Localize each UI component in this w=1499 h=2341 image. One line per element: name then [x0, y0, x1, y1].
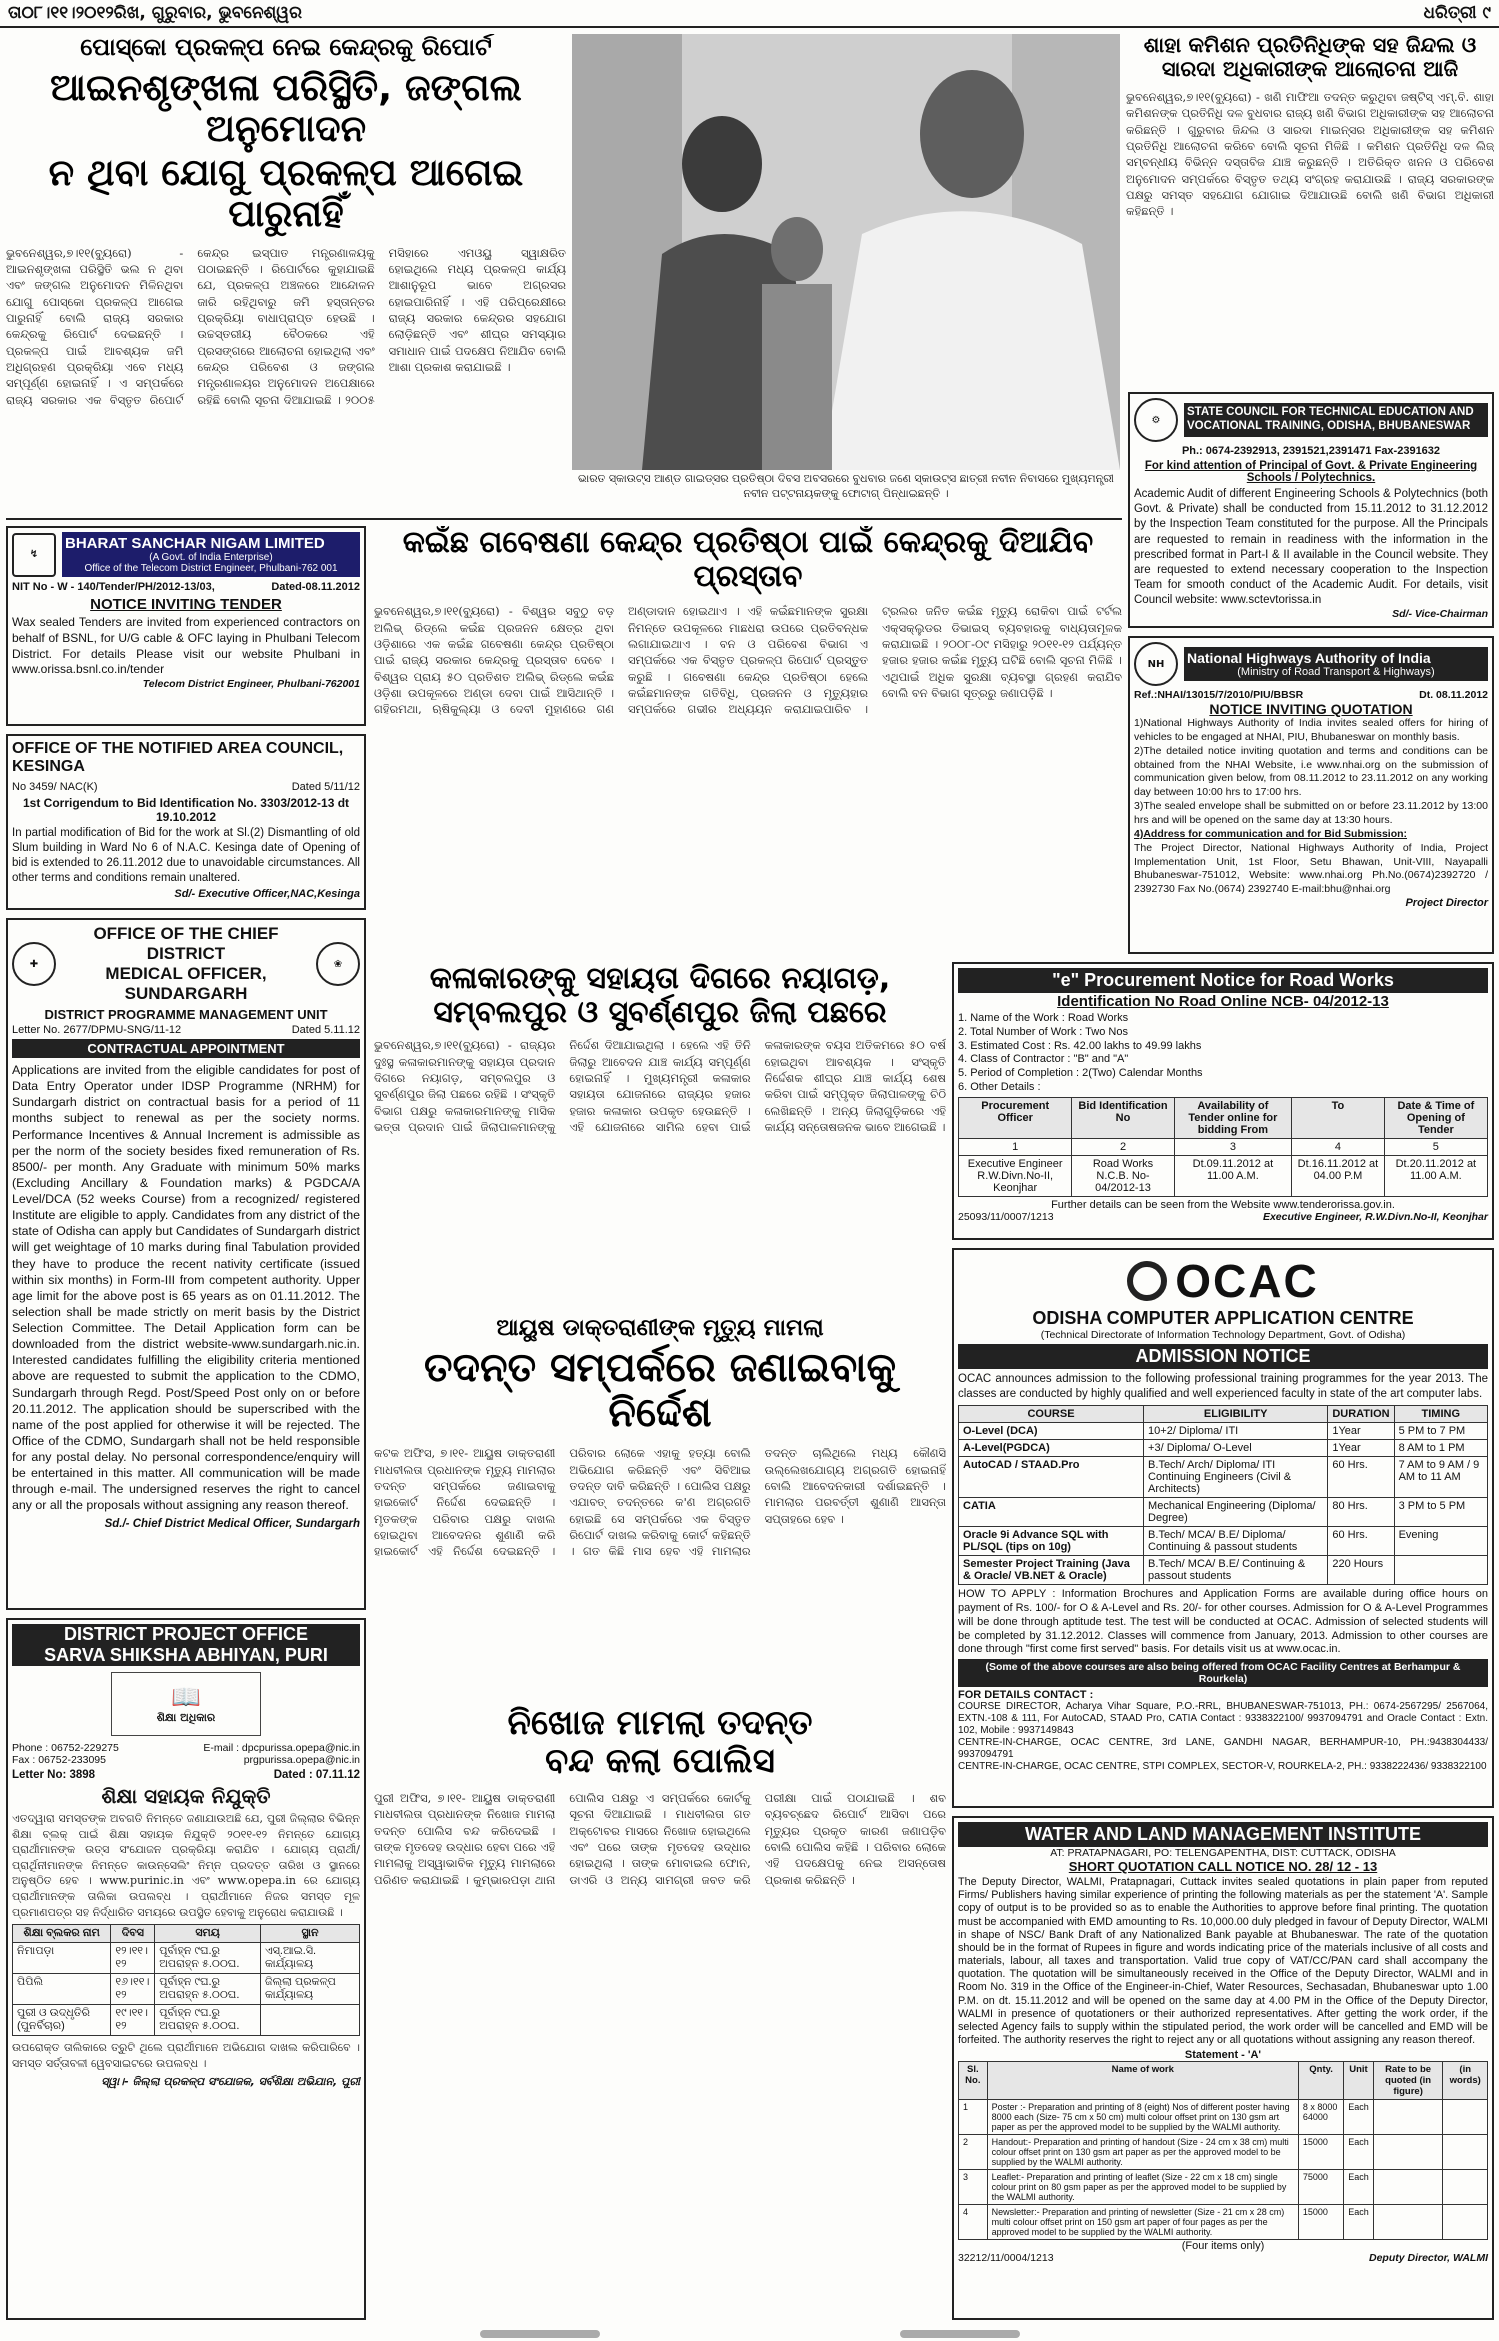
ad-eproc-sub: Identification No Road Online NCB- 04/2012-13	[1057, 993, 1389, 1010]
ad-ssa-phones	[12, 1742, 119, 1766]
ad-nhai-body3: 3)The sealed envelope shall be submitted on or before 23.11.2012 by 13:00 hrs and will be opened on the same day at 13:30 hours.	[1134, 800, 1488, 827]
ad-ocac-logo-row	[958, 1254, 1488, 1308]
ad-ssa-sign: ସ୍ୱା।- ଜିଲ୍ଲା ପ୍ରକଳ୍ପ ସଂଯୋଜକ, ସର୍ବଶିକ୍ଷା ଅଭିଯାନ, ପୁରୀ	[101, 2075, 360, 2089]
table-header-cell: ସ୍ଥାନ	[261, 1925, 360, 1943]
ad-cdmo-refline	[12, 1024, 360, 1036]
table-row	[959, 2205, 1488, 2240]
ad-eproc-footer: Further details can be seen from the Website www.tenderorissa.gov.in.	[1051, 1198, 1395, 1211]
table-cell: 1	[959, 1138, 1072, 1155]
table-cell: Executive Engineer R.W.Divn.No-II, Keonjhar	[959, 1155, 1072, 1196]
table-row	[13, 1974, 360, 2005]
ad-eproc-refline	[958, 1211, 1488, 1223]
table-header-cell: Bid Identification No	[1072, 1097, 1174, 1138]
ad-bsnl-banner: NOTICE INVITING TENDER	[90, 596, 282, 613]
photo-illustration	[572, 34, 1120, 470]
table-cell: A-Level(PGDCA)	[959, 1440, 1144, 1457]
ad-ssa-title1: DISTRICT PROJECT OFFICE	[12, 1624, 360, 1645]
table-cell: 8 x 8000 64000	[1298, 2100, 1343, 2135]
table-cell: ୧୯।୧୧।୧୨	[111, 2005, 155, 2036]
table-cell: Evening	[1394, 1527, 1487, 1556]
scrollbar-right[interactable]	[900, 2330, 1020, 2338]
ad-nhai-body1: 1)National Highways Authority of India invites sealed offers for hiring of vehicles to be engaged at NHAI, PIU, Bhubaneswar on monthly basis.	[1134, 717, 1488, 743]
story-posco-body: ଭୁବନେଶ୍ୱର,୭।୧୧(ବ୍ୟୁରୋ) - ଆଇନଶୃଙ୍ଖଳା ପରିସ୍ଥିତି ଭଲ ନ ଥିବା ଏବଂ ଜଙ୍ଗଲ ଅନୁମୋଦନ ମିଳିନଥିବା ଯୋଗୁ ପୋସ୍କୋ ପ୍ରକଳ୍ପ ଆଗେଇ ପାରୁନାହିଁ ବୋଲି ରାଜ୍ୟ ସରକାର କେନ୍ଦ୍ରକୁ ରିପୋର୍ଟ ଦେଇଛନ୍ତି । ପ୍ରକଳ୍ପ ପାଇଁ ଆବଶ୍ୟକ ଜମି ଅଧିଗ୍ରହଣ ପ୍ରକ୍ରିୟା ଏବେ ମଧ୍ୟ ସମ୍ପୂର୍ଣ୍ଣ ହୋଇନାହିଁ । ଏ ସମ୍ପର୍କରେ ରାଜ୍ୟ ସରକାର ଏକ ବିସ୍ତୃତ ରିପୋର୍ଟ କେନ୍ଦ୍ର ଇସ୍ପାତ ମନ୍ତ୍ରଣାଳୟକୁ ପଠାଇଛନ୍ତି । ରିପୋର୍ଟରେ କୁହାଯାଇଛି ଯେ, ପ୍ରକଳ୍ପ ଅଞ୍ଚଳରେ ଆନ୍ଦୋଳନ ଜାରି ରହିଥିବାରୁ ଜମି ହସ୍ତାନ୍ତର ପ୍ରକ୍ରିୟା ବାଧାପ୍ରାପ୍ତ ହେଉଛି । ଉଚ୍ଚସ୍ତରୀୟ ବୈଠକରେ ଏହି ପ୍ରସଙ୍ଗରେ ଆଲୋଚନା ହୋଇଥିଲା ଏବଂ କେନ୍ଦ୍ର ପରିବେଶ ଓ ଜଙ୍ଗଲ ମନ୍ତ୍ରଣାଳୟର ଅନୁମୋଦନ ଅପେକ୍ଷାରେ ରହିଛି ବୋଲି ସୂଚନା ଦିଆଯାଇଛି । ୨୦୦୫ ମସିହାରେ ଏମଓୟୁ ସ୍ୱାକ୍ଷରିତ ହୋଇଥିଲେ ମଧ୍ୟ ପ୍ରକଳ୍ପ କାର୍ଯ୍ୟ ଆଶାନୁରୂପ ଭାବେ ଅଗ୍ରସର ହୋଇପାରିନାହିଁ । ଏହି ପରିପ୍ରେକ୍ଷୀରେ ରାଜ୍ୟ ସରକାର କେନ୍ଦ୍ରର ସହଯୋଗ ଲୋଡ଼ିଛନ୍ତି ଏବଂ ଶୀଘ୍ର ସମସ୍ୟାର ସମାଧାନ ପାଇଁ ପଦକ୍ଷେପ ନିଆଯିବ ବୋଲି ଆଶା ପ୍ରକାଶ କରାଯାଇଛି ।	[6, 245, 566, 407]
ad-eproc-sign: Executive Engineer, R.W.Divn.No-II, Keonjhar	[1262, 1210, 1488, 1223]
table-cell: 2	[959, 2135, 988, 2170]
ad-bsnl-sub2: Office of the Telecom District Engineer, Phulbani-762 001	[84, 563, 338, 574]
story-missing-headline-1: ନିଖୋଜ ମାମଲା ତଦନ୍ତ	[507, 1704, 813, 1743]
nhai-logo-icon: NH	[1134, 642, 1178, 686]
table-cell: 15000	[1298, 2205, 1343, 2240]
table-cell: B.Tech/ MCA/ B.E/ Diploma/ Continuing & passout students	[1144, 1527, 1328, 1556]
table-cell: 1	[959, 2100, 988, 2135]
table-cell: 4	[1292, 1138, 1385, 1155]
ad-cdmo-titles	[62, 924, 310, 1004]
ad-cdmo-title1: OFFICE OF THE CHIEF DISTRICT	[93, 924, 279, 963]
ad-ssa-email1: E-mail : dpcpurissa.opepa@nic.in	[203, 1742, 360, 1754]
table-cell: 15000	[1298, 2135, 1343, 2170]
table-header-cell: Date & Time of Opening of Tender	[1384, 1097, 1487, 1138]
table-cell: ଜିଲ୍ଲା ପ୍ରକଳ୍ପ କାର୍ଯ୍ୟାଳୟ	[261, 1974, 360, 2005]
table-number-row	[959, 1138, 1488, 1155]
table-header-cell: Qnty.	[1298, 2062, 1343, 2100]
ad-sctevt-sign: Sd/- Vice-Chairman	[1392, 608, 1488, 621]
table-cell: Each	[1344, 2100, 1374, 2135]
ad-eproc-detail: 4. Class of Contractor : "B" and "A"	[958, 1053, 1129, 1066]
ad-kesinga-body: In partial modification of Bid for the work at Sl.(2) Dismantling of old Slum building in Ward No 6 of N.A.C. Kesinga date of Opening of bid is extended to 26.11.2012 due to unavoidable circumstances. All other terms and conditions remain unaltered.	[12, 826, 360, 885]
table-row	[13, 1943, 360, 1974]
table-cell: Handout:- Preparation and printing of handout (Size - 24 cm x 38 cm) multi colour offset print on 130 gsm art paper as per the approved model to be supplied by the WALMI authority.	[987, 2135, 1298, 2170]
ad-ocac-sub: (Technical Directorate of Information Technology Department, Govt. of Odisha)	[1040, 1329, 1406, 1341]
ad-nhai	[1128, 636, 1494, 954]
ad-sctevt	[1128, 392, 1494, 628]
table-cell: Each	[1344, 2170, 1374, 2205]
table-cell: Dt.16.11.2012 at 04.00 P.M	[1292, 1155, 1385, 1196]
dateline: ତା୦୮।୧୧।୨୦୧୨ରିଖ, ଗୁରୁବାର, ଭୁବନେଶ୍ୱର	[8, 3, 303, 23]
ad-ssa-ref: Letter No: 3898	[12, 1769, 96, 1781]
ad-ssa-email2: prgpurissa.opepa@nic.in	[243, 1754, 360, 1766]
table-cell	[1443, 2170, 1488, 2205]
ad-bsnl-date: Dated-08.11.2012	[271, 581, 360, 593]
story-doctor	[374, 1316, 946, 1696]
story-shah-body: ଭୁବନେଶ୍ୱର,୭।୧୧(ବ୍ୟୁରୋ) - ଖଣି ମାଫିଆ ତଦନ୍ତ କରୁଥିବା ଜଷ୍ଟିସ୍ ଏମ୍.ବି. ଶାହା କମିଶନଙ୍କ ପ୍ରତିନିଧି ଦଳ ବୁଧବାର ରାଜ୍ୟ ଖଣି ବିଭାଗ ଅଧିକାରୀଙ୍କ ସହ ଆଲୋଚନା କରିଛନ୍ତି । ଗୁରୁବାର ଜିନ୍ଦଲ ଓ ସାରଦା ମାଇନ୍ସର ଅଧିକାରୀଙ୍କ ସହ କମିଶନ ପ୍ରତିନିଧି ଆଲୋଚନା କରିବେ ବୋଲି ସୂଚନା ମିଳିଛି । କମିଶନ ପ୍ରତିନିଧି ଦଳ ଲିଜ୍ ସମ୍ବନ୍ଧୀୟ ବିଭିନ୍ନ ଦସ୍ତାବିଜ ଯାଞ୍ଚ କରୁଛନ୍ତି । ଅତିରିକ୍ତ ଖନନ ଓ ପରିବେଶ ଅନୁମୋଦନ ସମ୍ପର୍କରେ ବିସ୍ତୃତ ତଥ୍ୟ ସଂଗ୍ରହ କରାଯାଉଛି । ରାଜ୍ୟ ସରକାରଙ୍କ ପକ୍ଷରୁ ସମସ୍ତ ସହଯୋଗ ଯୋଗାଇ ଦିଆଯାଉଛି ବୋଲି ଖଣି ବିଭାଗ ଅଧିକାରୀ କହିଛନ୍ତି ।	[1126, 90, 1494, 219]
table-header-cell: ଦିବସ	[111, 1925, 155, 1943]
ad-nhai-ref: Ref.:NHAI/13015/7/2010/PIU/BBSR	[1134, 689, 1304, 701]
table-header-cell: ELIGIBILITY	[1144, 1406, 1328, 1423]
ad-ocac-banner: ADMISSION NOTICE	[958, 1344, 1488, 1369]
ad-bsnl	[6, 526, 366, 726]
ad-nhai-refline	[1134, 689, 1488, 701]
table-cell: ନିମାପଡ଼ା	[13, 1943, 111, 1974]
ad-sctevt-phone: Ph.: 0674-2392913, 2391521,2391471 Fax-2391632	[1181, 445, 1441, 457]
story-shah-headline: ଶାହା କମିଶନ ପ୍ରତିନିଧିଙ୍କ ସହ ଜିନ୍ଦଲ ଓ ସାରଦା ଅଧିକାରୀଙ୍କ ଆଲୋଚନା ଆଜି	[1143, 34, 1477, 81]
ad-walmi-sub: AT: PRATAPNAGARI, PO: TELENGAPENTHA, DIST: CUTTACK, ODISHA	[1050, 1847, 1396, 1859]
ad-bsnl-titles	[62, 532, 360, 577]
table-cell: ୧୬।୧୧।୧୨	[111, 1974, 155, 2005]
ssa-logo-text: ଶିକ୍ଷା ଅଧିକାର	[156, 1711, 216, 1724]
table-cell: Leaflet:- Preparation and printing of leaflet (Size - 22 cm x 18 cm) single colour print on 80 gsm paper as per the approved model to be supplied by the WALMI authority.	[987, 2170, 1298, 2205]
table-cell: 10+2/ Diploma/ ITI	[1144, 1423, 1328, 1440]
ad-bsnl-sub1: (A Govt. of India Enterprise)	[149, 552, 273, 563]
ad-ssa-body: ଏତଦ୍ୱାରା ସମସ୍ତଙ୍କ ଅବଗତି ନିମନ୍ତେ ଜଣାଯାଉଅଛି ଯେ, ପୁରୀ ଜିଲ୍ଲାର ବିଭିନ୍ନ ଶିକ୍ଷା ବ୍ଲକ୍ ପାଇଁ ଶିକ୍ଷା ସହାୟକ ନିଯୁକ୍ତି ୨୦୧୧-୧୨ ନିମନ୍ତେ ଯୋଗ୍ୟ ପ୍ରାର୍ଥୀମାନଙ୍କ ଉତ୍ସ ସଂଯୋଜନ ପ୍ରକ୍ରିୟା କରାଯିବ । ଯୋଗ୍ୟ ପ୍ରାର୍ଥୀ/ପ୍ରାର୍ଥିନୀମାନଙ୍କ ନିମନ୍ତେ କାଉନ୍ସେଲିଂ ନିମ୍ନ ପ୍ରଦତ୍ତ ତାରିଖ ଓ ସ୍ଥାନରେ ଅନୁଷ୍ଠିତ ହେବ । www.purinic.in ଏବଂ www.opepa.in ରେ ଯୋଗ୍ୟ ପ୍ରାର୍ଥୀମାନଙ୍କ ତାଲିକା ଉପଲବ୍ଧ । ପ୍ରାର୍ଥୀମାନେ ନିଜର ସମସ୍ତ ମୂଳ ପ୍ରମାଣପତ୍ର ସହ ନିର୍ଦ୍ଧାରିତ ସମୟରେ ଉପସ୍ଥିତ ହେବାକୁ ଅନୁରୋଧ କରାଯାଉଛି ।	[12, 1812, 360, 1919]
table-cell: ପୂର୍ବାହ୍ନ ୯ଘ.ରୁ ଅପରାହ୍ନ ୫.୦୦ଘ.	[155, 1943, 261, 1974]
ad-nhai-banner: NOTICE INVITING QUOTATION	[1209, 701, 1413, 717]
table-cell: B.Tech/ Arch/ Diploma/ ITI Continuing Engineers (Civil & Architects)	[1144, 1457, 1328, 1498]
table-row	[959, 1556, 1488, 1585]
ad-cdmo-sign: Sd./- Chief District Medical Officer, Sundargarh	[104, 1517, 360, 1530]
ad-kesinga-sub: 1st Corrigendum to Bid Identification No. 3303/2012-13 dt 19.10.2012	[22, 795, 350, 824]
ad-walmi-title: WATER AND LAND MANAGEMENT INSTITUTE	[958, 1822, 1488, 1847]
story-research	[374, 526, 1122, 954]
ad-ssa-date: Dated : 07.11.12	[273, 1769, 360, 1781]
table-row	[959, 1423, 1488, 1440]
table-header-cell: Availability of Tender online for bidding From	[1174, 1097, 1292, 1138]
ad-walmi-table	[958, 2061, 1488, 2240]
ad-ocac-title: ODISHA COMPUTER APPLICATION CENTRE	[1032, 1308, 1414, 1328]
ad-kesinga-refline	[12, 781, 360, 793]
ad-bsnl-title: BHARAT SANCHAR NIGAM LIMITED	[65, 535, 325, 552]
table-row	[959, 2170, 1488, 2205]
table-cell: Dt.09.11.2012 at 11.00 A.M.	[1174, 1155, 1292, 1196]
ad-eproc-detail: 5. Period of Completion : 2(Two) Calendar Months	[958, 1067, 1203, 1079]
ad-ocac-logo: OCAC	[1175, 1255, 1319, 1307]
ad-bsnl-head	[12, 532, 360, 577]
table-header-cell: TIMING	[1394, 1406, 1487, 1423]
ad-ocac-contact-head: FOR DETAILS CONTACT :	[958, 1689, 1094, 1702]
table-header-cell: ସମୟ	[155, 1925, 261, 1943]
ad-ocac-contact3: CENTRE-IN-CHARGE, OCAC CENTRE, STPI COMPLEX, SECTOR-V, ROURKELA-2, PH.: 9338222436/ 9338322100	[958, 1761, 1487, 1773]
table-cell: Road Works N.C.B. No-04/2012-13	[1072, 1155, 1174, 1196]
story-doctor-body: କଟକ ଅଫିସ, ୭।୧୧- ଆୟୁଷ ଡାକ୍ତରାଣୀ ମାଧବୀଲତା ପ୍ରଧାନଙ୍କ ମୃତ୍ୟୁ ମାମଲାର ତଦନ୍ତ ସମ୍ପର୍କରେ ଜଣାଇବାକୁ ହାଇକୋର୍ଟ ନିର୍ଦ୍ଦେଶ ଦେଇଛନ୍ତି । ମୃତକଙ୍କ ପରିବାର ପକ୍ଷରୁ ଦାଖଲ ହୋଇଥିବା ଆବେଦନର ଶୁଣାଣି କରି ହାଇକୋର୍ଟ ଏହି ନିର୍ଦ୍ଦେଶ ଦେଇଛନ୍ତି । ପରିବାର ଲୋକେ ଏହାକୁ ହତ୍ୟା ବୋଲି ଅଭିଯୋଗ କରିଛନ୍ତି ଏବଂ ସିବିଆଇ ତଦନ୍ତ ଦାବି କରିଛନ୍ତି । ପୋଲିସ ପକ୍ଷରୁ ଏଯାବତ୍ ତଦନ୍ତରେ କ'ଣ ଅଗ୍ରଗତି ହୋଇଛି ସେ ସମ୍ପର୍କରେ ଏକ ବିସ୍ତୃତ ରିପୋର୍ଟ ଦାଖଲ କରିବାକୁ କୋର୍ଟ କହିଛନ୍ତି । ଗତ କିଛି ମାସ ହେବ ଏହି ମାମଲାର ତଦନ୍ତ ଚାଲିଥିଲେ ମଧ୍ୟ କୌଣସି ଉଲ୍ଲେଖଯୋଗ୍ୟ ଅଗ୍ରଗତି ହୋଇନାହିଁ ବୋଲି ଆବେଦନକାରୀ ଦର୍ଶାଇଛନ୍ତି । ମାମଲାର ପରବର୍ତ୍ତୀ ଶୁଣାଣି ଆସନ୍ତା ସପ୍ତାହରେ ହେବ ।	[374, 1446, 946, 1559]
ocac-logo-icon	[1127, 1261, 1167, 1301]
table-cell: Each	[1344, 2135, 1374, 2170]
table-cell: 80 Hrs.	[1328, 1498, 1394, 1527]
story-artists-headline-1: କଳାକାରଙ୍କୁ ସହାୟତା ଦିଗରେ ନୟାଗଡ଼,	[429, 962, 891, 996]
ad-walmi-sign: Deputy Director, WALMI	[1368, 2252, 1488, 2265]
nrhm-logo-icon: ❀	[316, 942, 360, 986]
page-footer	[0, 2326, 1499, 2341]
cdmo-emblem-icon: ✚	[12, 942, 56, 986]
table-cell: Semester Project Training (Java & Oracle/ VB.NET & Oracle)	[959, 1556, 1144, 1585]
table-cell	[1443, 2205, 1488, 2240]
ssa-logo	[111, 1672, 261, 1736]
page-header	[0, 0, 1499, 28]
ad-kesinga	[6, 734, 366, 910]
table-cell	[1373, 2100, 1443, 2135]
story-missing	[374, 1704, 946, 2320]
table-cell: Oracle 9i Advance SQL with PL/SQL (tips on 10g)	[959, 1527, 1144, 1556]
story-artists-headline-2: ସମ୍ବଲପୁର ଓ ସୁବର୍ଣ୍ଣପୁର ଜିଲା ପଛରେ	[433, 994, 887, 1030]
ad-eproc-detail: 6. Other Details :	[958, 1080, 1041, 1093]
ad-bsnl-sign: Telecom District Engineer, Phulbani-762001	[142, 678, 360, 691]
story-research-body: ଭୁବନେଶ୍ୱର,୭।୧୧(ବ୍ୟୁରୋ) - ବିଶ୍ୱର ସବୁଠୁ ବଡ଼ ଅଲିଭ୍ ରିଡ୍ଲେ କଇଁଛ ପ୍ରଜନନ କ୍ଷେତ୍ର ଥିବା ଓଡ଼ିଶାରେ ଏକ କଇଁଛ ଗବେଷଣା କେନ୍ଦ୍ର ପ୍ରତିଷ୍ଠା ପାଇଁ ରାଜ୍ୟ ସରକାର କେନ୍ଦ୍ରକୁ ପ୍ରସ୍ତାବ ଦେବେ । ବିଶ୍ୱର ପ୍ରାୟ ୫୦ ପ୍ରତିଶତ ଅଲିଭ୍ ରିଡ୍ଲେ କଇଁଛ ଓଡ଼ିଶା ଉପକୂଳରେ ଅଣ୍ଡା ଦେବା ପାଇଁ ଆସିଥାନ୍ତି । ଗହିରମଥା, ଋଷିକୁଲ୍ୟା ଓ ଦେବୀ ମୁହାଣରେ ଗଣ ଅଣ୍ଡାଦାନ ହୋଇଥାଏ । ଏହି କଇଁଛମାନଙ୍କ ସୁରକ୍ଷା ନିମନ୍ତେ ଉପକୂଳରେ ମାଛଧରା ଉପରେ ପ୍ରତିବନ୍ଧକ ଲଗାଯାଇଥାଏ । ବନ ଓ ପରିବେଶ ବିଭାଗ ଏ ସମ୍ପର୍କରେ ଏକ ବିସ୍ତୃତ ପ୍ରକଳ୍ପ ରିପୋର୍ଟ ପ୍ରସ୍ତୁତ କରୁଛି । ଗବେଷଣା କେନ୍ଦ୍ର ପ୍ରତିଷ୍ଠା ହେଲେ କଇଁଛମାନଙ୍କ ଗତିବିଧି, ପ୍ରଜନନ ଓ ମୃତ୍ୟୁହାର ସମ୍ପର୍କରେ ଗଭୀର ଅଧ୍ୟୟନ କରାଯାଇପାରିବ । ଟ୍ରଲର ଜନିତ କଇଁଛ ମୃତ୍ୟୁ ରୋକିବା ପାଇଁ ଟର୍ଟଲ ଏକ୍ସକ୍ଲୁଡର ଡିଭାଇସ୍ ବ୍ୟବହାରକୁ ବାଧ୍ୟତାମୂଳକ କରାଯାଇଛି । ୨୦୦୮-୦୯ ମସିହାରୁ ୨୦୧୧-୧୨ ପର୍ଯ୍ୟନ୍ତ ହଜାର ହଜାର କଇଁଛ ମୃତ୍ୟୁ ଘଟିଛି ବୋଲି ସୂଚନା ମିଳିଛି । ଏଥିପାଇଁ ଅଧିକ ସୁରକ୍ଷା ବ୍ୟବସ୍ଥା ଗ୍ରହଣ କରାଯିବ ବୋଲି ବନ ବିଭାଗ ସୂତ୍ରରୁ ଜଣାପଡ଼ିଛି ।	[374, 604, 1122, 717]
table-header-row	[959, 1097, 1488, 1138]
ad-ssa-fax: Fax : 06752-233095	[12, 1754, 106, 1766]
ad-walmi-banner: SHORT QUOTATION CALL NOTICE NO. 28/ 12 - 13	[1068, 1859, 1378, 1874]
table-cell: ପୁରୀ ଓ ଉଦ୍ଧୃତିରି (ପୁନର୍ବିଚାର)	[13, 2005, 111, 2036]
ad-kesinga-ref: No 3459/ NAC(K)	[12, 780, 98, 793]
table-header-cell: To	[1292, 1097, 1385, 1138]
ad-cdmo-banner: CONTRACTUAL APPOINTMENT	[12, 1039, 360, 1058]
ad-cdmo-sub: DISTRICT PROGRAMME MANAGEMENT UNIT	[44, 1007, 328, 1022]
table-row	[959, 1498, 1488, 1527]
story-posco-headline-2: ନ ଥିବା ଯୋଗୁ ପ୍ରକଳ୍ପ ଆଗେଇ ପାରୁନାହିଁ	[48, 150, 524, 236]
page-label: ଧରିତ୍ରୀ ୯	[1423, 3, 1491, 23]
story-doctor-kicker: ଆୟୁଷ ଡାକ୍ତରାଣୀଙ୍କ ମୃତ୍ୟୁ ମାମଲା	[496, 1316, 824, 1341]
table-header-row	[959, 2062, 1488, 2100]
table-cell: ପୂର୍ବାହ୍ନ ୯ଘ.ରୁ ଅପରାହ୍ନ ୫.୦୦ଘ.	[155, 1974, 261, 2005]
table-row	[959, 2135, 1488, 2170]
ad-nhai-body4: 4)Address for communication and for Bid Submission:	[1134, 827, 1408, 840]
ad-cdmo-body: Applications are invited from the eligible candidates for post of Data Entry Operator under IDSP Programme (NRHM) for Sundargarh district on contractual basis for a period of 11 months subject to renewal as per the society norms. Performance Incentives & Annual Increment is admissible as per the norm of the society besides fixed remuneration of Rs. 8500/- per month. Any Graduate with minimum 50% marks (Excluding Ancillary & Foundation marks) & PGDCA/A Level/DCA (52 weeks Course) from a recognized/ registered Institute are eligible to apply. Candidates from any district of the state of Odisha can apply but Candidates of Sundargarh district will get weightage of 10 marks during final Tabulation provided they have to produce the recent nativity certificate (issued within six months) in Form-III from competent authority. Upper age limit for the above post is 65 years as on 01.11.2012. The selection shall be made strictly on merit basis by the District Selection Committee. The Detail Application form can be downloaded from the district website-www.sundargarh.nic.in. Interested candidates fulfilling the eligibility criteria mentioned above are requested to submit the application to the CDMO, Sundargarh through Regd. Post/Speed Post only on or before 20.11.2012. The application should be superscribed with the name of the post applied for otherwise it will be rejected. The Office of the CDMO, Sundargarh shall not be held responsible for any postal delay. No personal correspondence/enquiry will be entertained in this matter. All communication will be made through e-mail. The undersigned reserves the right to cancel any or all the proposals without assigning any reason thereof.	[12, 1063, 360, 1513]
bsnl-logo-icon: ↯	[12, 533, 56, 577]
table-cell: Mechanical Engineering (Diploma/ Degree)	[1144, 1498, 1328, 1527]
table-cell: 60 Hrs.	[1328, 1527, 1394, 1556]
scrollbar-left[interactable]	[480, 2330, 600, 2338]
table-header-cell: Name of work	[987, 2062, 1298, 2100]
ad-ocac-contact1: COURSE DIRECTOR, Acharya Vihar Square, P.O.-RRL, BHUBANESWAR-751013, PH.: 0674-2567295/ 2567064, EXTN.-108 & 111, For AutoCAD, STAAD Pro, CATIA Contact : 9338322100/ 9937094791 and Oracle Contact : Extn. 102, Mobile : 9937149843	[958, 1701, 1488, 1737]
table-header-row	[959, 1406, 1488, 1423]
table-cell: 1Year	[1328, 1423, 1394, 1440]
ad-ssa-table	[12, 1924, 360, 2036]
table-cell: 1Year	[1328, 1440, 1394, 1457]
story-shah	[1126, 34, 1494, 384]
table-row	[959, 1527, 1488, 1556]
ad-cdmo	[6, 918, 366, 1610]
table-row	[959, 2100, 1488, 2135]
ad-bsnl-refline	[12, 581, 360, 593]
ad-eproc-detail: 1. Name of the Work : Road Works	[958, 1012, 1129, 1024]
ad-ssa-banner: ଶିକ୍ଷା ସହାୟକ ନିଯୁକ୍ତି	[101, 1784, 271, 1808]
story-missing-headline-2: ବନ୍ଦ କଲା ପୋଲିସ	[545, 1741, 775, 1782]
table-cell	[261, 2005, 360, 2036]
ad-eproc-title: "e" Procurement Notice for Road Works	[958, 968, 1488, 993]
ad-cdmo-title2: MEDICAL OFFICER, SUNDARGARH	[105, 964, 267, 1003]
table-row	[959, 1155, 1488, 1196]
ad-ssa-emails	[203, 1742, 360, 1766]
table-header-cell: Rate to be quoted (in figure)	[1373, 2062, 1443, 2100]
ad-nhai-date: Dt. 08.11.2012	[1419, 689, 1488, 701]
table-header-row	[13, 1925, 360, 1943]
ad-sctevt-head	[1134, 398, 1488, 442]
ad-eproc-detail: 3. Estimated Cost : Rs. 42.00 lakhs to 49.99 lakhs	[958, 1039, 1202, 1052]
ad-ssa-phone: Phone : 06752-229275	[12, 1742, 119, 1754]
ad-walmi-body: The Deputy Director, WALMI, Pratapnagari, Cuttack invites sealed quotations in plain paper from reputed Firms/ Publishers having similar experience of printing the following materials as per the statement 'A'. Sample copy of output is to be provided so as to enable the Authorities to approve before final printing. The quotation must be accompanied with EMD amounting to Rs. 10,000.00 duly pledged in favour of Deputy Director, WALMI in shape of NSC/ Bank Draft of any Nationalized Bank payable at Bhubaneswar. The rate of the quotation should be in the format of Rupees in figure and words indicating price of the materials inclusive of all costs and materials, labour, all taxes and transportation. Valid true copy of VAT/CC/PAN card shall accompany the quotation. The quotation will be simultaneously received in the Office of the Deputy Director, WALMI and in Room No. 319 in the Office of the Engineer-in-Chief, Water Resources, Sechasadan, Bhubaneswar upto 1.00 P.M. on dt. 15.11.2012 and will be opened on the same day at 4.00 PM in the Office of the Deputy Director, WALMI in presence of quotationers or their authorized representatives. After getting the work order, if the selected Agency fails to supply within the stipulated period, the work order will be cancelled and EMD will be forfeited. The authority reserves the right to reject any or all quotations without assigning any reason thereof.	[958, 1876, 1488, 2047]
ad-ssa-note: ଉପରୋକ୍ତ ତାଲିକାରେ ତ୍ରୁଟି ଥିଲେ ପ୍ରାର୍ଥୀମାନେ ଅଭିଯୋଗ ଦାଖଲ କରିପାରିବେ । ସମସ୍ତ ସର୍ତ୍ତାବଳୀ ୱେବସାଇଟରେ ଉପଲବ୍ଧ ।	[12, 2041, 360, 2070]
table-cell: AutoCAD / STAAD.Pro	[959, 1457, 1144, 1498]
ad-cdmo-ref: Letter No. 2677/DPMU-SNG/11-12	[12, 1024, 182, 1036]
ad-sctevt-title: STATE COUNCIL FOR TECHNICAL EDUCATION AND VOCATIONAL TRAINING, ODISHA, BHUBANESWAR	[1184, 403, 1488, 437]
story-missing-body: ପୁରୀ ଅଫିସ, ୭।୧୧- ଆୟୁଷ ଡାକ୍ତରାଣୀ ମାଧବୀଲତା ପ୍ରଧାନଙ୍କ ନିଖୋଜ ମାମଲା ତଦନ୍ତ ପୋଲିସ ବନ୍ଦ କରିଦେଇଛି । ତାଙ୍କ ମୃତଦେହ ଉଦ୍ଧାର ହେବା ପରେ ଏହି ମାମଲାକୁ ଅସ୍ୱାଭାବିକ ମୃତ୍ୟୁ ମାମଲାରେ ପରିଣତ କରାଯାଇଛି । କୁମ୍ଭାରପଡ଼ା ଥାନା ପୋଲିସ ପକ୍ଷରୁ ଏ ସମ୍ପର୍କରେ କୋର୍ଟକୁ ସୂଚନା ଦିଆଯାଇଛି । ମାଧବୀଲତା ଗତ ଅକ୍ଟୋବର ମାସରେ ନିଖୋଜ ହୋଇଥିଲେ ଏବଂ ପରେ ତାଙ୍କ ମୃତଦେହ ଉଦ୍ଧାର ହୋଇଥିଲା । ତାଙ୍କ ମୋବାଇଲ ଫୋନ, ଡାଏରି ଓ ଅନ୍ୟ ସାମଗ୍ରୀ ଜବତ କରି ପରୀକ୍ଷା ପାଇଁ ପଠାଯାଇଛି । ଶବ ବ୍ୟବଚ୍ଛେଦ ରିପୋର୍ଟ ଆସିବା ପରେ ମୃତ୍ୟୁର ପ୍ରକୃତ କାରଣ ଜଣାପଡ଼ିବ ବୋଲି ପୋଲିସ କହିଛି । ପରିବାର ଲୋକେ ଏହି ପଦକ୍ଷେପକୁ ନେଇ ଅସନ୍ତୋଷ ପ୍ରକାଶ କରିଛନ୍ତି ।	[374, 1791, 946, 1887]
ad-walmi-items-note: (Four items only)	[1181, 2240, 1265, 2253]
table-header-cell: (in words)	[1443, 2062, 1488, 2100]
table-cell: 3 PM to 5 PM	[1394, 1498, 1487, 1527]
ad-walmi-stmt: Statement - 'A'	[1184, 2049, 1262, 2062]
table-header-cell: ଶିକ୍ଷା ବ୍ଲକର ନାମ	[13, 1925, 111, 1943]
table-cell: Each	[1344, 2205, 1374, 2240]
story-posco-headline-1: ଆଇନଶୃଙ୍ଖଳା ପରିସ୍ଥିତି, ଜଙ୍ଗଲ ଅନୁମୋଦନ	[50, 65, 522, 151]
table-cell	[1373, 2170, 1443, 2205]
table-header-cell: Unit	[1344, 2062, 1374, 2100]
story-research-headline: କଇଁଛ ଗବେଷଣା କେନ୍ଦ୍ର ପ୍ରତିଷ୍ଠା ପାଇଁ କେନ୍ଦ୍ରକୁ ଦିଆଯିବ ପ୍ରସ୍ତାବ	[402, 526, 1094, 594]
table-header-cell: Sl. No.	[959, 2062, 988, 2100]
ad-nhai-body2: 2)The detailed notice inviting quotation and terms and conditions can be obtained from the NHAI Website, i.e www.nhai.org on the submission of communication given below, from 08.11.2012 to 23.11.2012 on any working day between 10:00 hrs to 17:00 hrs.	[1134, 744, 1488, 799]
ad-ocac-table	[958, 1405, 1488, 1585]
ad-walmi-refline	[958, 2252, 1488, 2264]
table-cell: 5	[1384, 1138, 1487, 1155]
ad-nhai-addr: The Project Director, National Highways Authority of India, Project Implementation Unit, 1st Floor, Setu Bhawan, Unit-VIII, Nayapalli Bhubaneswar-751012, Website: www.nhai.org Ph.No.(0674)2392720 / 2392730 Fax No.(0674) 2392740 E-mail:bhu@nhai.org	[1134, 841, 1488, 896]
ad-eproc-details	[958, 1012, 1488, 1095]
table-cell: 220 Hours	[1328, 1556, 1394, 1585]
story-posco-kicker: ପୋସ୍କୋ ପ୍ରକଳ୍ପ ନେଇ କେନ୍ଦ୍ରକୁ ରିପୋର୍ଟ	[80, 34, 492, 61]
ad-nhai-sub: (Ministry of Road Transport & Highways)	[1237, 666, 1435, 678]
ad-sctevt-subtitle: For kind attention of Principal of Govt. & Private Engineering Schools / Polytechnics.	[1144, 460, 1478, 484]
ad-kesinga-date: Dated 5/11/12	[291, 780, 360, 793]
ad-cdmo-date: Dated 5.11.12	[291, 1024, 360, 1036]
table-cell	[1443, 2135, 1488, 2170]
table-cell: 7 AM to 9 AM / 9 AM to 11 AM	[1394, 1457, 1487, 1498]
table-cell: +3/ Diploma/ O-Level	[1144, 1440, 1328, 1457]
table-header-cell: COURSE	[959, 1406, 1144, 1423]
ad-walmi-ref: 32212/11/0004/1213	[958, 2252, 1054, 2265]
table-header-cell: Procurement Officer	[959, 1097, 1072, 1138]
ad-kesinga-sign: Sd/- Executive Officer,NAC,Kesinga	[174, 888, 360, 901]
ad-kesinga-title: OFFICE OF THE NOTIFIED AREA COUNCIL, KESINGA	[12, 740, 344, 776]
table-cell: 4	[959, 2205, 988, 2240]
ssa-logo-icon: 📖	[171, 1683, 201, 1711]
table-cell: 75000	[1298, 2170, 1343, 2205]
table-row	[959, 1440, 1488, 1457]
table-cell: CATIA	[959, 1498, 1144, 1527]
ad-nhai-title: National Highways Authority of India	[1187, 650, 1431, 666]
photo-caption: ଭାରତ ସ୍କାଉଟ୍ସ ଆଣ୍ଡ ଗାଇଡ୍ସର ପ୍ରତିଷ୍ଠା ଦିବସ ଅବସରରେ ବୁଧବାର ଜଣେ ସ୍କାଉଟ୍ସ ଛାତ୍ରୀ ନବୀନ ନିବାସରେ ମୁଖ୍ୟମନ୍ତ୍ରୀ ନବୀନ ପଟ୍ଟନାୟକଙ୍କୁ ଫୋଟାଗ୍ ପିନ୍ଧାଇଛନ୍ତି ।	[578, 472, 1114, 500]
ad-eproc-detail: 2. Total Number of Work : Two Nos	[958, 1025, 1128, 1038]
ad-nhai-sign: Project Director	[1405, 897, 1488, 910]
table-cell: O-Level (DCA)	[959, 1423, 1144, 1440]
ad-ocac-how: HOW TO APPLY : Information Brochures and Application Forms are available during office hours on payment of Rs. 100/- for O & A-Level and Rs. 20/- for other courses. Admission for O & A-Level Programmes will be done through aptitude test. The test will be conducted at OCAC. Admission of selected students will be completed by 31.12.2012. Classes will commence from January, 2013. Admission to other courses are done through "first come first served" basis. For details visit us at www.ocac.in.	[958, 1588, 1488, 1656]
ad-ssa-contact	[12, 1742, 360, 1766]
table-cell: 60 Hrs.	[1328, 1457, 1394, 1498]
ad-ssa-title2: SARVA SHIKSHA ABHIYAN, PURI	[12, 1645, 360, 1666]
table-cell: ଏସ୍.ଆଇ.ସି. କାର୍ଯ୍ୟାଳୟ	[261, 1943, 360, 1974]
table-cell: 5 PM to 7 PM	[1394, 1423, 1487, 1440]
table-cell	[1394, 1556, 1487, 1585]
table-cell: 8 AM to 1 PM	[1394, 1440, 1487, 1457]
story-doctor-headline: ତଦନ୍ତ ସମ୍ପର୍କରେ ଜଣାଇବାକୁ ନିର୍ଦ୍ଦେଶ	[423, 1344, 897, 1436]
ad-ssa	[6, 1618, 366, 2320]
ad-nhai-titles	[1184, 647, 1488, 681]
ad-ssa-refline	[12, 1769, 360, 1781]
ad-ocac-contact2: CENTRE-IN-CHARGE, OCAC CENTRE, 3rd LANE, GANDHI NAGAR, BERHAMPUR-10, PH.:9438304433/ 9937094791	[958, 1737, 1488, 1761]
table-cell: ୧୨।୧୧।୧୨	[111, 1943, 155, 1974]
table-cell: 2	[1072, 1138, 1174, 1155]
table-row	[13, 2005, 360, 2036]
story-artists	[374, 962, 946, 1308]
ad-eproc	[952, 962, 1494, 1240]
ad-ocac	[952, 1248, 1494, 1808]
ad-eproc-ref: 25093/11/0007/1213	[958, 1210, 1054, 1223]
table-cell: Poster :- Preparation and printing of 8 (eight) Nos of different poster having 8000 each (Size- 75 cm x 50 cm) multi colour offset print on 130 gsm art paper as per the approved model to be supplied by the WALMI authority.	[987, 2100, 1298, 2135]
ad-bsnl-body: Wax sealed Tenders are invited from experienced contractors on behalf of BSNL, for U/G cable & OFC laying in Phulbani Telecom District. For details Please visit our website Phulbani in www.orissa.bsnl.co.in/tender	[12, 615, 360, 677]
story-posco	[6, 34, 566, 512]
story-artists-body: ଭୁବନେଶ୍ୱର,୭।୧୧(ବ୍ୟୁରୋ) - ରାଜ୍ୟର ଦୁଃସ୍ଥ କଳାକାରମାନଙ୍କୁ ସହାୟତା ପ୍ରଦାନ ଦିଗରେ ନୟାଗଡ଼, ସମ୍ବଲପୁର ଓ ସୁବର୍ଣ୍ଣପୁର ଜିଲା ପଛରେ ରହିଛି । ସଂସ୍କୃତି ବିଭାଗ ପକ୍ଷରୁ କଳାକାରମାନଙ୍କୁ ମାସିକ ଭତ୍ତା ପ୍ରଦାନ ପାଇଁ ଜିଲାପାଳମାନଙ୍କୁ ନିର୍ଦ୍ଦେଶ ଦିଆଯାଇଥିଲା । ହେଲେ ଏହି ତିନି ଜିଲାରୁ ଆବେଦନ ଯାଞ୍ଚ କାର୍ଯ୍ୟ ସମ୍ପୂର୍ଣ୍ଣ ହୋଇନାହିଁ । ମୁଖ୍ୟମନ୍ତ୍ରୀ କଳାକାର ସହାୟତା ଯୋଜନାରେ ରାଜ୍ୟର ହଜାର ହଜାର କଳାକାର ଉପକୃତ ହେଉଛନ୍ତି । ଏହି ଯୋଜନାରେ ସାମିଲ ହେବା ପାଇଁ କଳାକାରଙ୍କ ବୟସ ଅତିକମରେ ୫୦ ବର୍ଷ ହୋଇଥିବା ଆବଶ୍ୟକ । ସଂସ୍କୃତି ନିର୍ଦ୍ଦେଶକ ଶୀଘ୍ର ଯାଞ୍ଚ କାର୍ଯ୍ୟ ଶେଷ କରିବା ପାଇଁ ସମ୍ପୃକ୍ତ ଜିଲାପାଳଙ୍କୁ ଚିଠି ଲେଖିଛନ୍ତି । ଅନ୍ୟ ଜିଲାଗୁଡ଼ିକରେ ଏହି କାର୍ଯ୍ୟ ସନ୍ତୋଷଜନକ ଭାବେ ଆଗେଇଛି ।	[374, 1038, 946, 1134]
table-cell	[1373, 2135, 1443, 2170]
ad-ocac-banner2: (Some of the above courses are also being offered from OCAC Facility Centres at Berhampur & Rourkela)	[958, 1659, 1488, 1687]
news-photo	[572, 34, 1120, 470]
ad-nhai-head	[1134, 642, 1488, 686]
table-cell	[1443, 2100, 1488, 2135]
ad-sctevt-body: Academic Audit of different Engineering Schools & Polytechnics (both Govt. & Private) shall be conducted from 15.11.2012 to 31.12.2012 by the Inspection Team constituted for the purpose. All the Principals are requested to remain in readiness with the information in the prescribed format in Part-I & II available in the Council website. They are requested to extend necessary cooperation to the Inspection Team for smooth conduct of the Academic Audit. For details, visit Council website: www.sctevtorissa.in	[1134, 488, 1488, 607]
section-rule	[6, 518, 1122, 520]
table-cell: Newsletter:- Preparation and printing of newsletter (Size - 21 cm x 28 cm) multi colour offset print on 150 gsm art paper of four pages as per the approved model to be supplied by the WALMI authority.	[987, 2205, 1298, 2240]
table-cell	[1373, 2205, 1443, 2240]
table-cell: Dt.20.11.2012 at 11.00 A.M.	[1384, 1155, 1487, 1196]
table-cell: 3	[1174, 1138, 1292, 1155]
ad-eproc-table	[958, 1097, 1488, 1197]
table-cell: 3	[959, 2170, 988, 2205]
sctevt-logo-icon: ⚙	[1134, 398, 1178, 442]
ad-cdmo-head	[12, 924, 360, 1004]
table-header-cell: DURATION	[1328, 1406, 1394, 1423]
table-cell: B.Tech/ MCA/ B.E/ Continuing & passout students	[1144, 1556, 1328, 1585]
table-cell: ପୂର୍ବାହ୍ନ ୯ଘ.ରୁ ଅପରାହ୍ନ ୫.୦୦ଘ.	[155, 2005, 261, 2036]
table-cell: ପିପିଲି	[13, 1974, 111, 2005]
ad-bsnl-ref: NIT No - W - 140/Tender/PH/2012-13/03,	[12, 581, 215, 593]
ad-walmi	[952, 1816, 1494, 2320]
table-row	[959, 1457, 1488, 1498]
ad-ocac-intro: OCAC announces admission to the following professional training programmes for the year 2013. The classes are conducted by highly qualified and well experienced faculty in state of the art computer labs.	[958, 1373, 1488, 1401]
